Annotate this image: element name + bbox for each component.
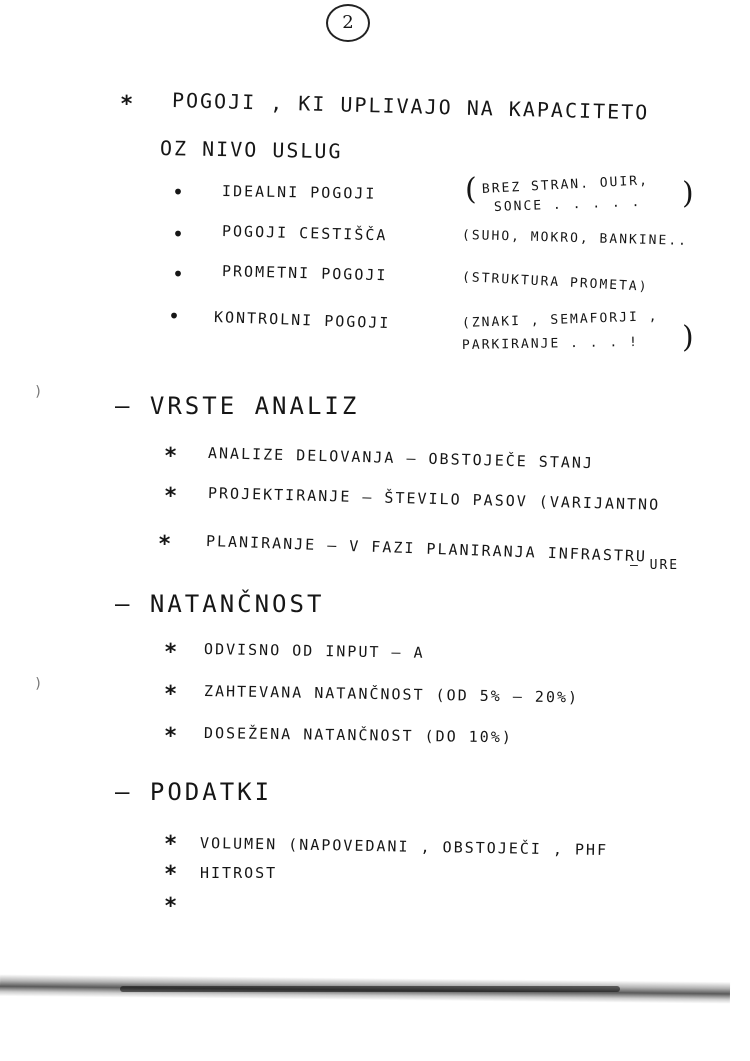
intro-item-bullet: • [172, 180, 185, 204]
margin-mark: ) [34, 676, 43, 692]
section-item-star: * [158, 532, 172, 557]
section-item-star: * [164, 682, 178, 707]
section-item-text: DOSEŽENA NATANČNOST (DO 10%) [203, 724, 513, 747]
section-item-star: * [164, 832, 178, 857]
section-item-star: * [164, 862, 178, 887]
section-item-text: ANALIZE DELOVANJA – OBSTOJEČE STANJ [207, 444, 595, 473]
intro-star: * [120, 92, 134, 117]
section-item-star: * [164, 640, 178, 665]
section-title: – NATANČNOST [115, 590, 325, 618]
section-item-text: ZAHTEVANA NATANČNOST (OD 5% – 20%) [203, 682, 580, 707]
section-item-text: VOLUMEN (NAPOVEDANI , OBSTOJEČI , PHF [199, 834, 609, 860]
intro-item-note: (SUHO, MOKRO, BANKINE.. [461, 228, 689, 249]
intro-item-bullet: • [168, 304, 181, 328]
section-item-text: HITROST [200, 864, 278, 882]
page-number: 2 [326, 4, 370, 42]
intro-item-label: KONTROLNI POGOJI [213, 308, 391, 333]
intro-item-note-cont: SONCE . . . . . [493, 194, 642, 215]
margin-mark: ) [34, 384, 43, 400]
intro-item-label: IDEALNI POGOJI [221, 182, 377, 203]
section-item-star: * [164, 894, 178, 919]
section-item-text: PLANIRANJE – V FAZI PLANIRANJA INFRASTRU [205, 532, 648, 566]
section-title: – PODATKI [115, 778, 273, 806]
intro-item-note: BREZ STRAN. OUIR, [481, 173, 650, 197]
section-title: – VRSTE ANALIZ [115, 392, 360, 420]
section-item-text: ODVISNO OD INPUT – A [203, 640, 425, 662]
section-item-star: * [164, 724, 178, 749]
intro-item-label: POGOJI CESTIŠČA [221, 222, 388, 245]
intro-item-label: PROMETNI POGOJI [221, 262, 388, 285]
paren-open: ( [465, 172, 477, 207]
section-item-star: * [164, 444, 178, 469]
intro-heading-line2: OZ NIVO USLUG [159, 136, 343, 164]
paren-close: ) [682, 176, 694, 211]
section-item-extra: – URE [630, 558, 680, 573]
intro-item-note: (STRUKTURA PROMETA) [461, 270, 649, 295]
intro-item-note-cont: PARKIRANJE . . . ! [461, 334, 639, 353]
section-item-text: PROJEKTIRANJE – ŠTEVILO PASOV (VARIJANTNO [207, 484, 661, 514]
intro-item-bullet: • [172, 262, 185, 286]
section-item-star: * [164, 484, 178, 509]
scan-smudge-core [120, 986, 620, 992]
paren-close: ) [682, 320, 694, 355]
intro-item-note: (ZNAKI , SEMAFORJI , [461, 309, 659, 331]
intro-item-bullet: • [172, 222, 185, 246]
intro-heading-line1: POGOJI , KI UPLIVAJO NA KAPACITETO [171, 88, 650, 125]
